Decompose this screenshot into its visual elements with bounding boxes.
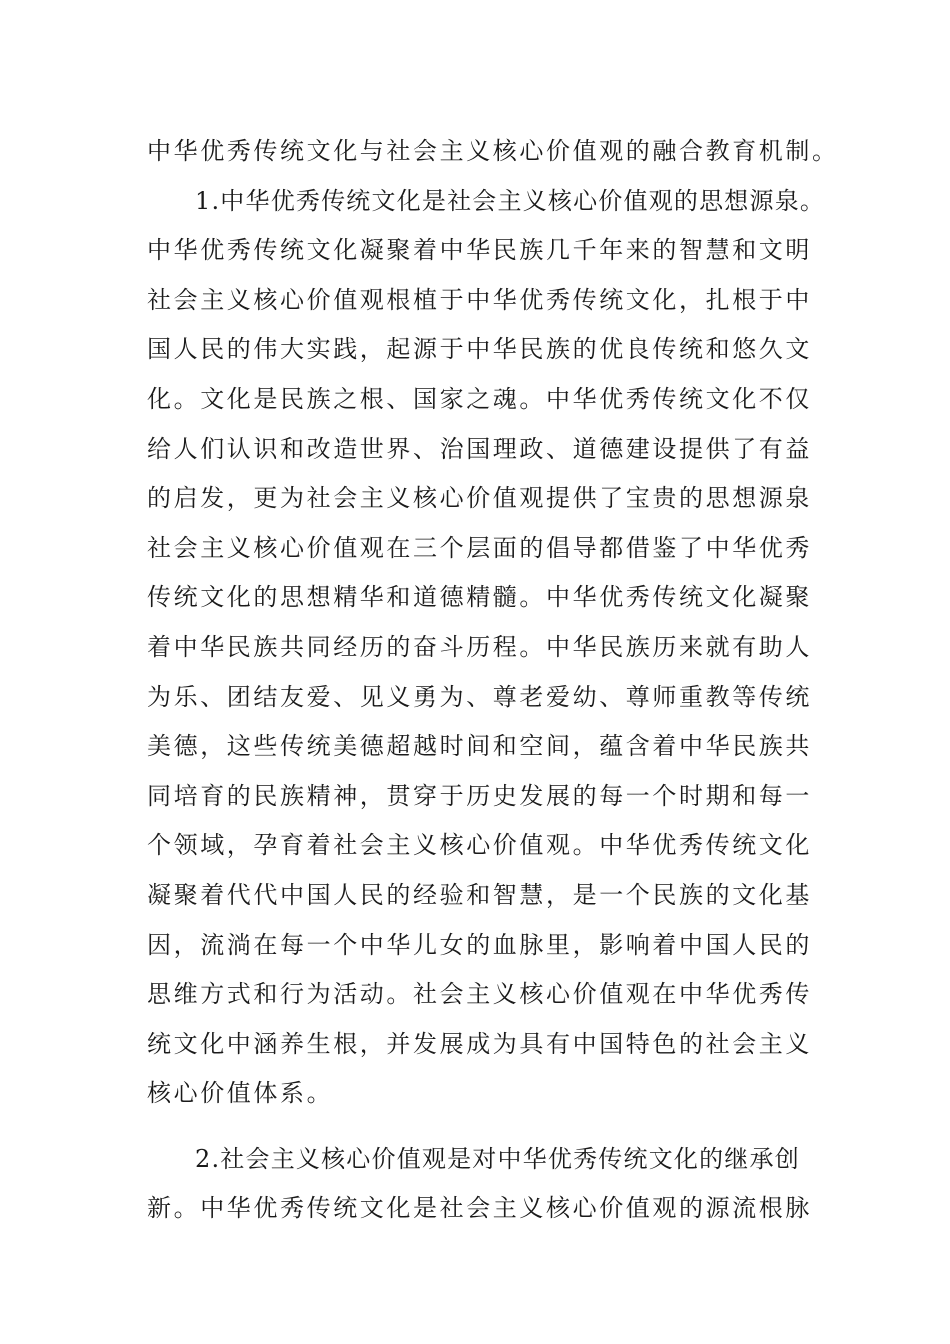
section-heading-2: 2.社会主义核心价值观是对中华优秀传统文化的继承创 (195, 1144, 800, 1173)
text-line-1: 中华优秀传统文化与社会主义核心价值观的融合教育机制。 (147, 137, 839, 165)
text-line-14: 同培育的民族精神，贯穿于历史发展的每一个时期和每一 (147, 781, 812, 810)
text-line-8: 的启发，更为社会主义核心价值观提供了宝贵的思想源泉 (147, 484, 812, 513)
text-line-22: 新。中华优秀传统文化是社会主义核心价值观的源流根脉 (147, 1194, 812, 1223)
text-line-7: 给人们认识和改造世界、治国理政、道德建设提供了有益 (147, 434, 812, 463)
text-line-20: 核心价值体系。 (147, 1079, 334, 1108)
text-line-19: 统文化中涵养生根，并发展成为具有中国特色的社会主义 (147, 1029, 812, 1058)
text-line-15: 个领域，孕育着社会主义核心价值观。中华优秀传统文化 (147, 831, 812, 860)
text-line-18: 思维方式和行为活动。社会主义核心价值观在中华优秀传 (147, 980, 812, 1009)
text-line-9: 社会主义核心价值观在三个层面的倡导都借鉴了中华优秀 (147, 533, 812, 562)
body-text (147, 127, 839, 1234)
text-line-6: 化。文化是民族之根、国家之魂。中华优秀传统文化不仅 (147, 384, 812, 413)
text-line-12: 为乐、团结友爱、见义勇为、尊老爱幼、尊师重教等传统 (147, 682, 812, 711)
text-line-17: 因，流淌在每一个中华儿女的血脉里，影响着中国人民的 (147, 930, 812, 959)
text-line-5: 国人民的伟大实践，起源于中华民族的优良传统和悠久文 (147, 335, 812, 364)
text-line-10: 传统文化的思想精华和道德精髓。中华优秀传统文化凝聚 (147, 583, 812, 612)
text-line-4: 社会主义核心价值观根植于中华优秀传统文化，扎根于中 (147, 285, 812, 314)
text-line-13: 美德，这些传统美德超越时间和空间，蕴含着中华民族共 (147, 732, 812, 761)
text-line-3: 中华优秀传统文化凝聚着中华民族几千年来的智慧和文明 (147, 236, 812, 265)
text-line-16: 凝聚着代代中国人民的经验和智慧，是一个民族的文化基 (147, 880, 812, 909)
text-line-11: 着中华民族共同经历的奋斗历程。中华民族历来就有助人 (147, 632, 812, 661)
section-heading-1: 1.中华优秀传统文化是社会主义核心价值观的思想源泉。 (195, 186, 826, 215)
